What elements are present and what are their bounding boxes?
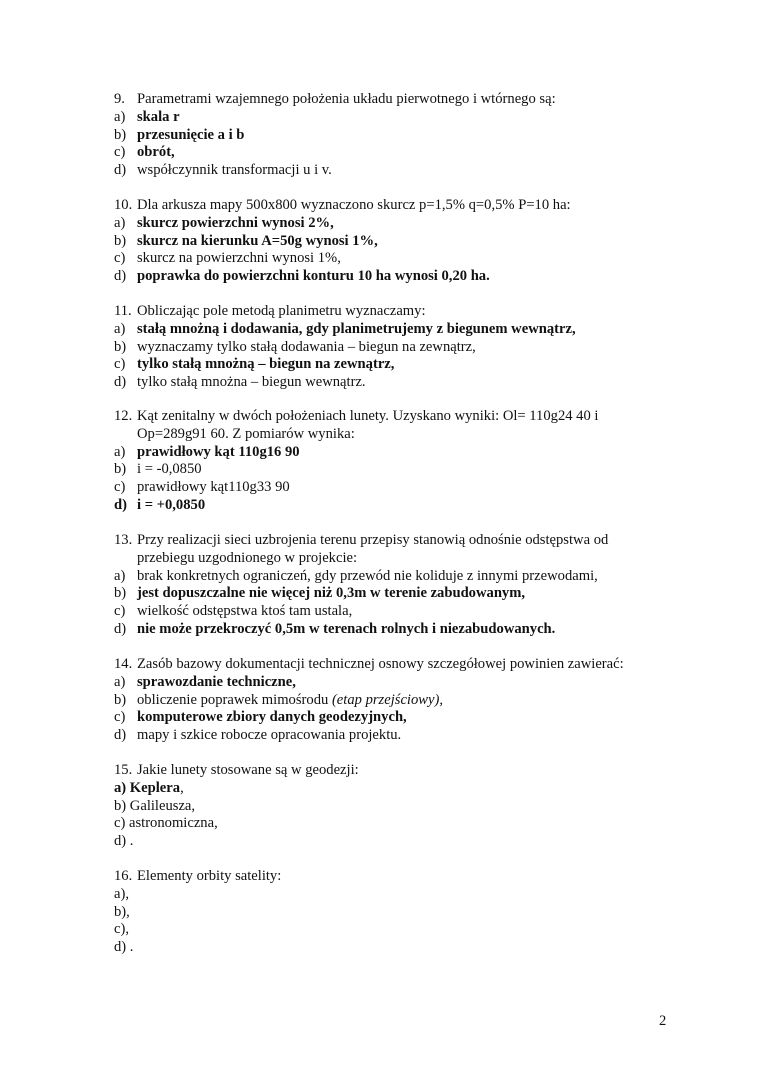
option-d: d) tylko stałą mnożna – biegun wewnątrz. xyxy=(114,374,366,391)
italic-note: (etap przejściowy), xyxy=(331,691,443,708)
question-number: 13. xyxy=(114,532,133,548)
option-a: a) Keplera, xyxy=(114,779,184,796)
question-number: 14. xyxy=(114,656,133,672)
question-number: 11. xyxy=(114,303,132,319)
option-b: b) i = -0,0850 xyxy=(114,461,202,478)
option-d: d) . xyxy=(114,939,134,956)
option-c: c) obrót, xyxy=(114,144,175,161)
question-text: Obliczając pole metodą planimetru wyznaczamy: xyxy=(137,303,426,319)
question-text-continued: Op=289g91 60. Z pomiarów wynika: xyxy=(137,425,355,442)
option-c: c), xyxy=(114,921,129,938)
option-b: b) wyznaczamy tylko stałą dodawania – biegun na zewnątrz, xyxy=(114,338,476,355)
question-text: Kąt zenitalny w dwóch położeniach lunety. Uzyskano wyniki: Ol= 110g24 40 i xyxy=(137,408,599,424)
question-number: 10. xyxy=(114,197,133,213)
question-text: Zasób bazowy dokumentacji technicznej osnowy szczegółowej powinien zawierać: xyxy=(137,656,624,672)
option-a: a) brak konkretnych ograniczeń, gdy przewód nie koliduje z innymi przewodami, xyxy=(114,567,598,584)
option-b: b) przesunięcie a i b xyxy=(114,126,245,143)
option-c: c) skurcz na powierzchni wynosi 1%, xyxy=(114,250,341,267)
option-a: a) sprawozdanie techniczne, xyxy=(114,673,296,690)
question-text: Jakie lunety stosowane są w geodezji: xyxy=(137,762,359,778)
option-c: c) komputerowe zbiory danych geodezyjnych, xyxy=(114,709,407,726)
option-a: a), xyxy=(114,885,129,902)
option-d: d) i = +0,0850 xyxy=(114,496,206,513)
question-15 xyxy=(114,762,674,851)
option-d: d) mapy i szkice robocze opracowania projektu. xyxy=(114,727,402,744)
option-b: b) Galileusza, xyxy=(114,797,196,814)
option-a: a) skala r xyxy=(114,108,180,125)
question-9 xyxy=(114,91,674,180)
option-b: b) obliczenie poprawek mimośrodu (etap przejściowy), xyxy=(114,691,443,708)
option-b: b) jest dopuszczalne nie więcej niż 0,3m w terenie zabudowanym, xyxy=(114,585,526,602)
question-number: 12. xyxy=(114,408,133,424)
option-c: c) astronomiczna, xyxy=(114,815,218,832)
option-b: b), xyxy=(114,903,130,920)
option-a: a) skurcz powierzchni wynosi 2%, xyxy=(114,214,334,231)
option-d: d) poprawka do powierzchni konturu 10 ha wynosi 0,20 ha. xyxy=(114,268,490,285)
question-text-continued: przebiegu uzgodnionego w projekcie: xyxy=(137,549,358,566)
question-number: 15. xyxy=(114,762,133,778)
option-d: d) nie może przekroczyć 0,5m w terenach rolnych i niezabudowanych. xyxy=(114,620,556,637)
question-13 xyxy=(114,532,674,639)
option-c: c) prawidłowy kąt110g33 90 xyxy=(114,479,290,496)
page-number: 2 xyxy=(659,1013,667,1029)
question-text: Parametrami wzajemnego położenia układu pierwotnego i wtórnego są: xyxy=(137,91,556,107)
option-d: d) . xyxy=(114,833,134,850)
question-text: Elementy orbity satelity: xyxy=(137,868,282,884)
option-c: c) tylko stałą mnożną – biegun na zewnątrz, xyxy=(114,356,395,373)
option-b: b) skurcz na kierunku A=50g wynosi 1%, xyxy=(114,232,378,249)
question-16 xyxy=(114,868,674,957)
question-10 xyxy=(114,197,674,286)
question-14 xyxy=(114,656,674,745)
option-a: a) stałą mnożną i dodawania, gdy planimetrujemy z biegunem wewnątrz, xyxy=(114,320,576,337)
question-12 xyxy=(114,408,674,515)
question-number: 9. xyxy=(114,91,125,107)
question-text: Przy realizacji sieci uzbrojenia terenu przepisy stanowią odnośnie odstępstwa od xyxy=(137,532,609,548)
option-d: d) współczynnik transformacji u i v. xyxy=(114,162,332,179)
question-11 xyxy=(114,303,674,392)
question-number: 16. xyxy=(114,868,133,884)
option-c: c) wielkość odstępstwa ktoś tam ustala, xyxy=(114,603,353,620)
question-text: Dla arkusza mapy 500x800 wyznaczono skurcz p=1,5% q=0,5% P=10 ha: xyxy=(137,197,571,213)
option-a: a) prawidłowy kąt 110g16 90 xyxy=(114,443,300,460)
